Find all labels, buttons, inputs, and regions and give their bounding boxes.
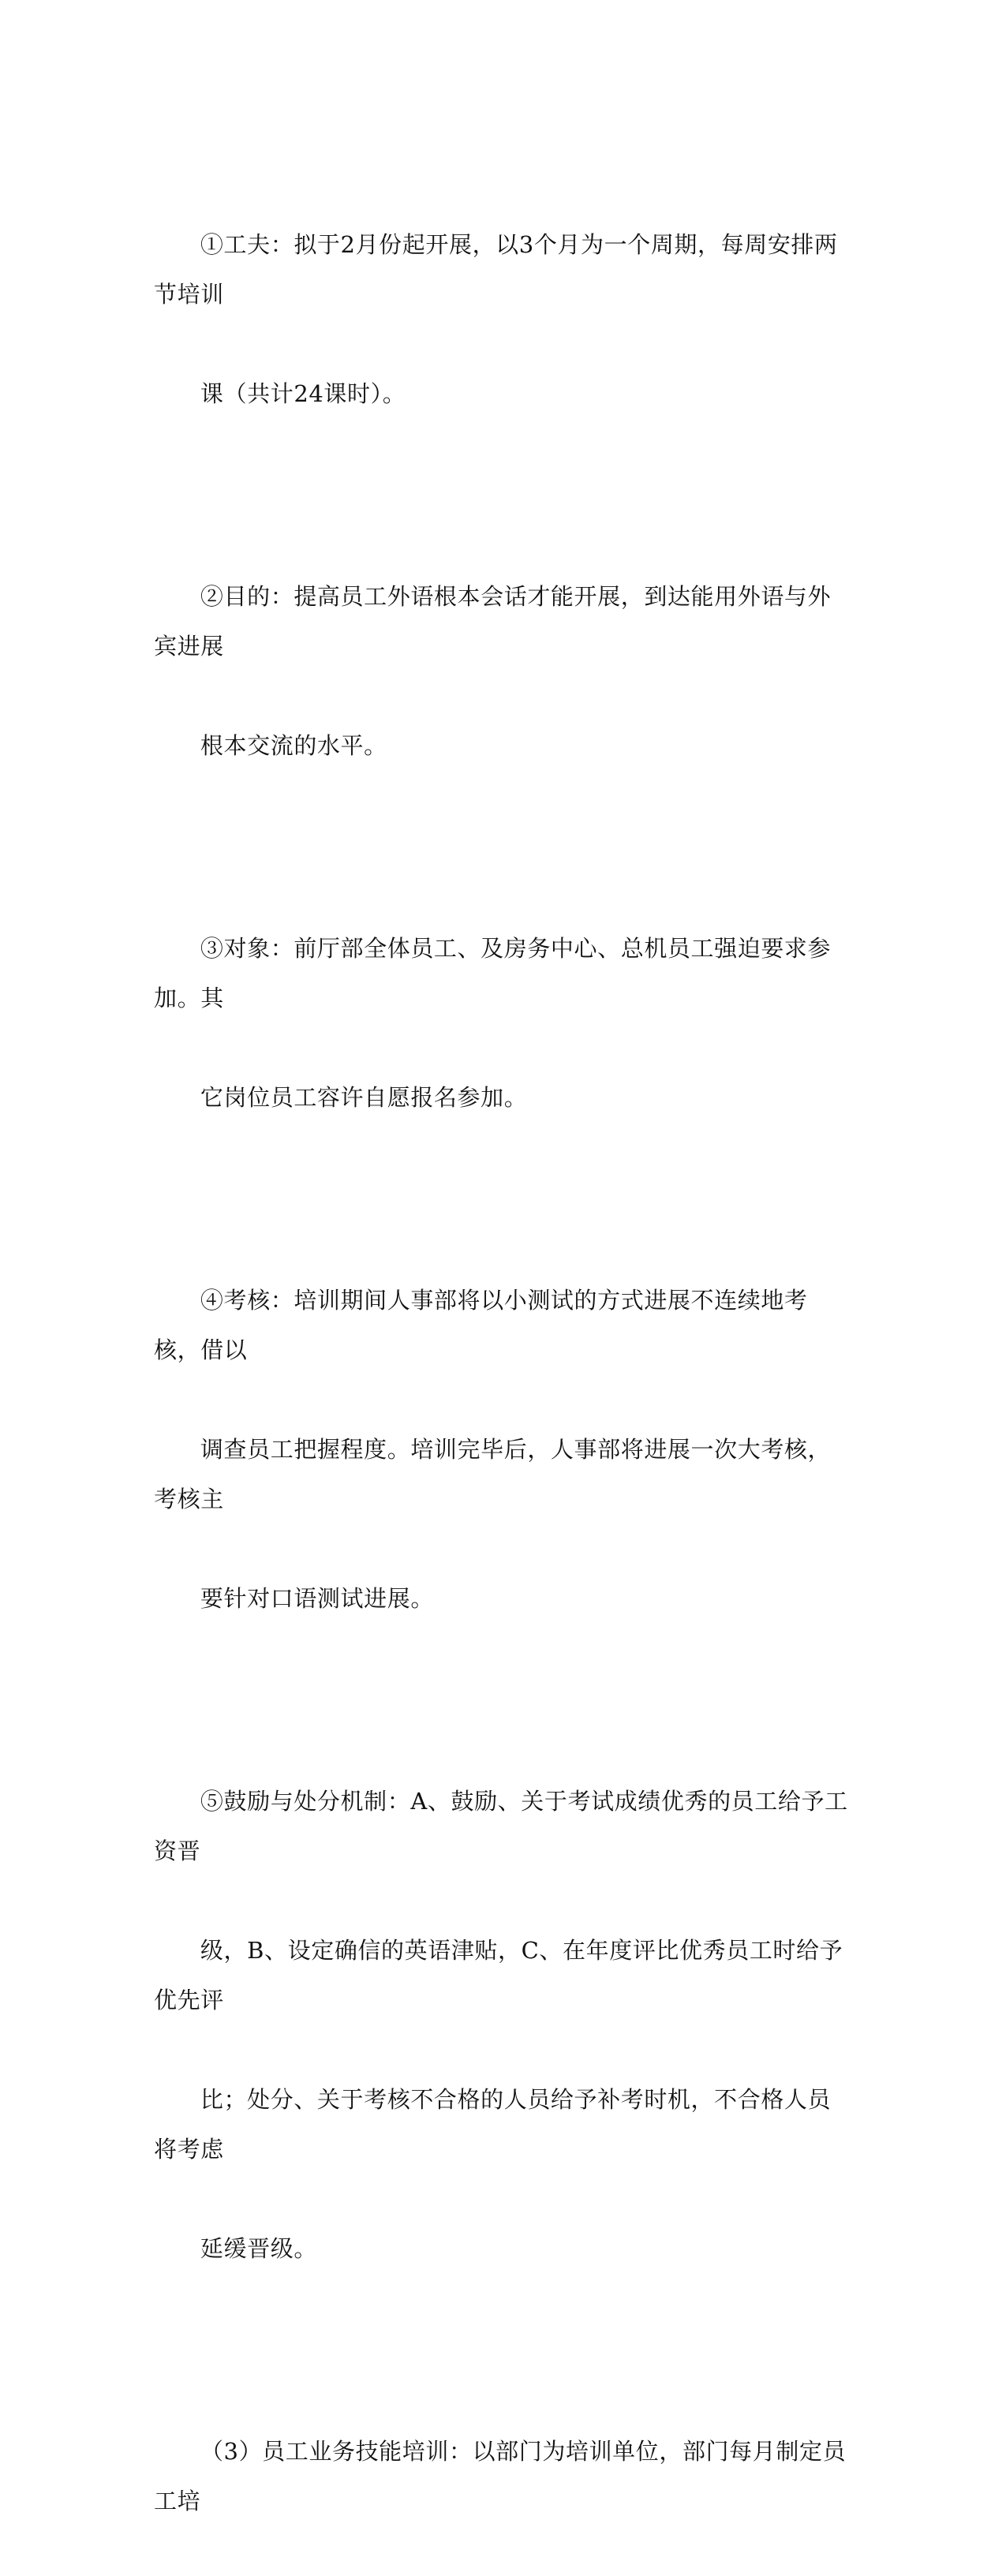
text-line: 课（共计24课时）。 bbox=[200, 380, 406, 407]
text-line: （3）员工业务技能培训：以部门为培训单位，部门每月制定员工培 bbox=[154, 2438, 847, 2514]
text-line: 根本交流的水平。 bbox=[200, 732, 387, 759]
text-line: 要针对口语测试进展。 bbox=[200, 1585, 434, 1612]
text-line: ⑤鼓励与处分机制：A、鼓励、关于考试成绩优秀的员工给予工资晋 bbox=[154, 1788, 848, 1864]
text-line: ③对象：前厅部全体员工、及房务中心、总机员工强迫要求参加。其 bbox=[154, 935, 832, 1011]
paragraph-audience bbox=[154, 874, 848, 1172]
paragraph-purpose bbox=[154, 522, 848, 821]
text-line: 它岗位员工容许自愿报名参加。 bbox=[200, 1084, 528, 1111]
text-line: 调查员工把握程度。培训完毕后，人事部将进展一次大考核，考核主 bbox=[154, 1436, 832, 1512]
text-line: 延缓晋级。 bbox=[200, 2235, 317, 2262]
document-body bbox=[154, 170, 848, 2576]
text-line: 比；处分、关于考核不合格的人员给予补考时机，不合格人员将考虑 bbox=[154, 2086, 832, 2163]
paragraph-time bbox=[154, 170, 848, 469]
text-line: ②目的：提高员工外语根本会话才能开展，到达能用外语与外宾进展 bbox=[154, 583, 832, 660]
text-line: ①工夫：拟于2月份起开展，以3个月为一个周期，每周安排两节培训 bbox=[154, 231, 838, 308]
paragraph-assessment bbox=[154, 1226, 848, 1673]
paragraph-incentives bbox=[154, 1727, 848, 2324]
text-line: ④考核：培训期间人事部将以小测试的方式进展不连续地考核，借以 bbox=[154, 1287, 808, 1363]
paragraph-skills-training bbox=[154, 2377, 848, 2576]
text-line: 级，B、设定确信的英语津贴，C、在年度评比优秀员工时给予优先评 bbox=[154, 1937, 843, 2013]
